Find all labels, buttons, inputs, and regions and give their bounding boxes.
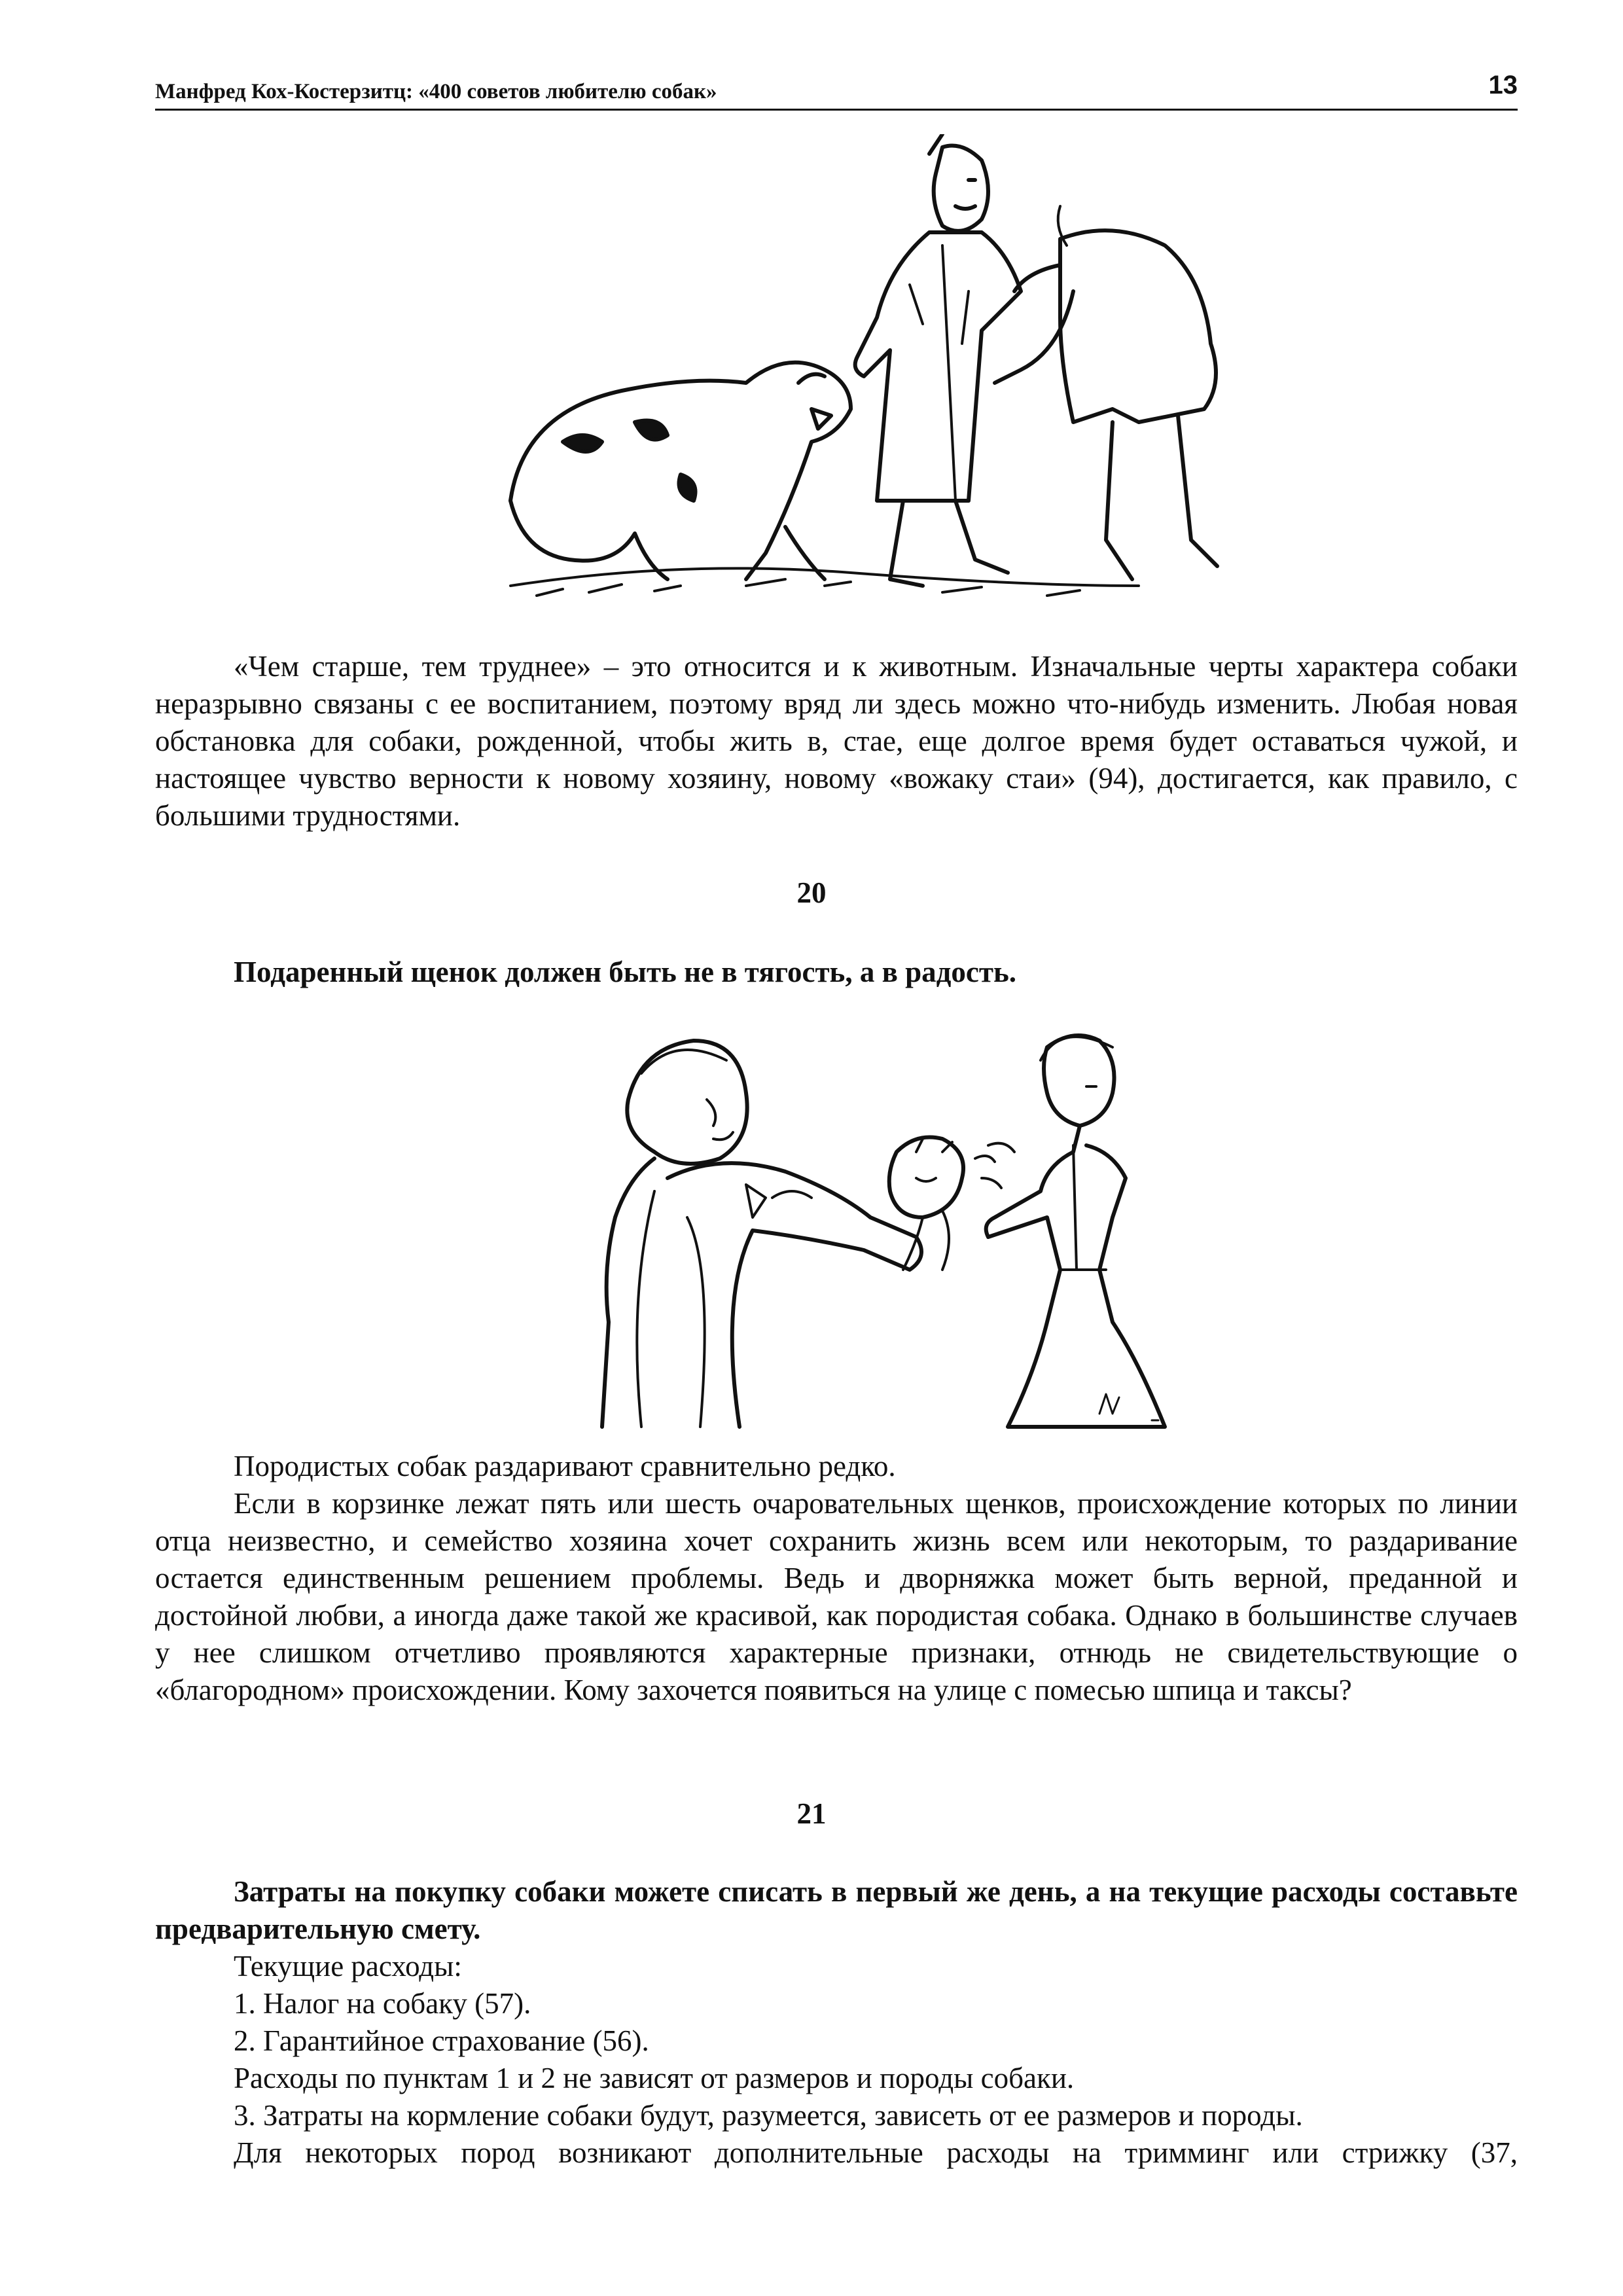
expense-note: Расходы по пунктам 1 и 2 не зависят от размеров и породы собаки. [234,2062,1075,2094]
expense-item-2: 2. Гарантийное страхование (56). [234,2024,649,2057]
running-title: Манфред Кох-Костерзитц: «400 советов любителю собак» [155,80,717,103]
page-number: 13 [1488,71,1518,99]
section-heading-21: Затраты на покупку собаки можете списать в первый же день, а на текущие расходы составьте предварительную смету. [155,1875,1518,1945]
expense-extra-line: Для некоторых пород возникают дополнительные расходы на тримминг или стрижку (37, [234,2136,1518,2169]
expense-item-1: 1. Налог на собаку (57). [234,1987,531,2020]
section-20-paragraph-b: Если в корзинке лежат пять или шесть очаровательных щенков, происхождение которых по линии отца неизвестно, и семейство хозяина хочет сохранить жизнь всем или некоторым, то раздаривание остается единственным решением проблемы. Ведь и дворняжка может быть верной, преданной и достойной любви, а иногда даже такой же красивой, как породистая собака. Однако в большинстве случаев у нее слишком отчетливо проявляются характерные признаки, отнюдь не свидетельствующие о «благородном» происхождении. Кому захочется появиться на улице с помесью шпица и таксы? [155,1487,1518,1706]
woman-giving-puppy-sketch [589,1021,1204,1440]
page-header [155,71,1518,111]
expense-item-3: 3. Затраты на кормление собаки будут, разумеется, зависеть от ее размеров и породы. [234,2099,1303,2132]
illustration-dog-and-people [484,134,1257,619]
section-number-21: 21 [796,1797,827,1830]
expenses-title: Текущие расходы: [234,1950,462,1982]
section-number-20: 20 [796,876,827,909]
section-20-paragraph-a: Породистых собак раздаривают сравнительно редко. [234,1450,896,1482]
paragraph-1: «Чем старше, тем труднее» – это относится и к животным. Изначальные черты характера собаки неразрывно связаны с ее воспитанием, поэтому вряд ли здесь можно что-нибудь изменить. Любая новая обстановка для собаки, рожденной, чтобы жить в, стае, еще долгое время будет оставаться чужой, и настоящее чувство верности к новому хозяину, новому «вожаку стаи» (94), достигается, как правило, с большими трудностями. [155,650,1518,832]
section-heading-20: Подаренный щенок должен быть не в тягость, а в радость. [234,956,1017,988]
illustration-gifting-puppy [589,1021,1204,1440]
dog-and-people-sketch [484,134,1257,619]
